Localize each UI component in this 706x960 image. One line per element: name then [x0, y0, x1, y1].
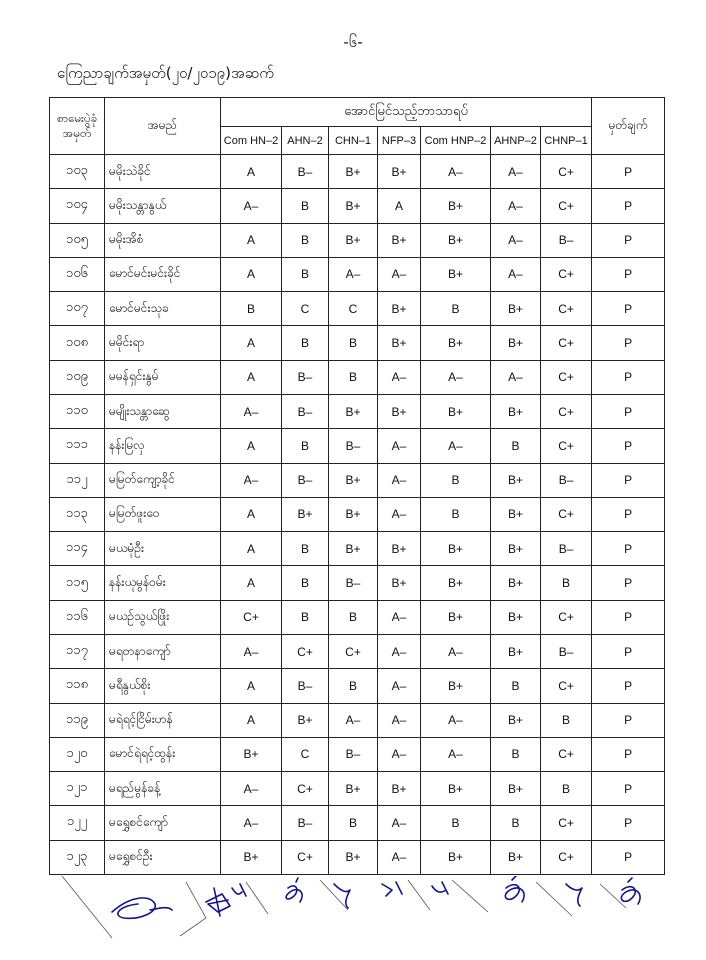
serial-number-cell: ၁၁၆: [50, 600, 105, 634]
grade-cell: B: [421, 292, 491, 326]
subject-header: AHN–2: [282, 127, 329, 155]
grade-cell: B: [329, 600, 378, 634]
grade-cell: B+: [491, 497, 541, 531]
grade-cell: B+: [282, 497, 329, 531]
remark-cell: P: [592, 532, 665, 566]
table-row: [50, 189, 665, 223]
signature-mark: [566, 884, 582, 906]
remark-cell: P: [592, 669, 665, 703]
remark-cell: P: [592, 772, 665, 806]
grade-cell: B+: [378, 566, 421, 600]
grade-cell: A–: [378, 463, 421, 497]
grade-cell: B+: [378, 223, 421, 257]
grade-cell: A–: [421, 360, 491, 394]
grade-cell: A–: [378, 429, 421, 463]
subject-header: Com HN–2: [221, 127, 282, 155]
grade-cell: B–: [329, 429, 378, 463]
grade-cell: C+: [221, 600, 282, 634]
grade-cell: A–: [378, 497, 421, 531]
serial-number-cell: ၁၁၉: [50, 703, 105, 737]
grade-cell: B+: [421, 257, 491, 291]
grade-cell: A–: [378, 360, 421, 394]
grade-cell: B–: [541, 223, 592, 257]
grade-cell: B–: [282, 463, 329, 497]
grade-cell: B+: [421, 223, 491, 257]
table-row: [50, 600, 665, 634]
student-name-cell: မောင်ရဲရင့်ထွန်း: [105, 737, 221, 771]
student-name-cell: မမြတ်ကျော့ခိုင်: [105, 463, 221, 497]
grade-cell: B+: [378, 326, 421, 360]
grade-cell: A: [378, 189, 421, 223]
serial-number-cell: ၁၁၀: [50, 394, 105, 428]
serial-number-cell: ၁၀၃: [50, 155, 105, 189]
grade-cell: B: [221, 292, 282, 326]
grade-cell: B+: [491, 394, 541, 428]
subject-header: Com HNP–2: [421, 127, 491, 155]
grade-cell: B+: [378, 394, 421, 428]
grade-cell: A–: [221, 772, 282, 806]
grade-cell: C+: [541, 806, 592, 840]
grade-cell: B+: [491, 634, 541, 668]
grade-cell: A–: [378, 257, 421, 291]
signature-mark: [112, 898, 172, 918]
grade-cell: B+: [329, 223, 378, 257]
table-row: [50, 463, 665, 497]
remark-cell: P: [592, 394, 665, 428]
grade-cell: B+: [329, 772, 378, 806]
serial-number-cell: ၁၁၂: [50, 463, 105, 497]
grade-cell: B: [282, 257, 329, 291]
grade-cell: B+: [421, 600, 491, 634]
grade-cell: A–: [221, 463, 282, 497]
signature-mark: [432, 882, 448, 894]
grade-cell: B–: [541, 463, 592, 497]
grade-cell: A–: [329, 703, 378, 737]
table-row: [50, 429, 665, 463]
grade-cell: C+: [282, 772, 329, 806]
student-name-cell: မယဉ်သွယ်ဖြိုး: [105, 600, 221, 634]
table-row: [50, 840, 665, 874]
table-row: [50, 634, 665, 668]
remark-cell: P: [592, 223, 665, 257]
table-row: [50, 155, 665, 189]
student-name-cell: မမိုးသန္တာနွယ်: [105, 189, 221, 223]
remark-cell: P: [592, 429, 665, 463]
grade-cell: B+: [378, 772, 421, 806]
results-table: [49, 97, 665, 875]
remark-cell: P: [592, 703, 665, 737]
grade-cell: A–: [378, 634, 421, 668]
student-name-cell: မမြတ်ဖူးဝေ: [105, 497, 221, 531]
grade-cell: B+: [491, 703, 541, 737]
student-name-cell: မရွှေစင်ကျော်: [105, 806, 221, 840]
remark-cell: P: [592, 292, 665, 326]
student-name-cell: မမိုးသဲခိုင်: [105, 155, 221, 189]
grade-cell: B: [541, 772, 592, 806]
grade-cell: A: [221, 429, 282, 463]
grade-cell: A: [221, 532, 282, 566]
signature-mark: [232, 884, 246, 896]
grade-cell: B–: [282, 360, 329, 394]
header-name: အမည်: [105, 98, 221, 155]
grade-cell: A: [221, 155, 282, 189]
grade-cell: B+: [329, 189, 378, 223]
student-name-cell: မရွှေစင်ဦး: [105, 840, 221, 874]
grade-cell: B+: [221, 737, 282, 771]
signature-mark: [334, 884, 350, 908]
grade-cell: B–: [282, 394, 329, 428]
remark-cell: P: [592, 634, 665, 668]
grade-cell: B+: [491, 292, 541, 326]
grade-cell: B+: [421, 840, 491, 874]
table-row: [50, 703, 665, 737]
grade-cell: B: [491, 806, 541, 840]
table-row: [50, 257, 665, 291]
remark-cell: P: [592, 257, 665, 291]
grade-cell: A–: [421, 634, 491, 668]
grade-cell: B: [282, 189, 329, 223]
grade-cell: B+: [329, 532, 378, 566]
table-row: [50, 394, 665, 428]
header-subjects-group: အောင်မြင်သည့်ဘာသာရပ်: [221, 98, 592, 127]
signature-mark: [505, 876, 524, 902]
grade-cell: A–: [221, 806, 282, 840]
grade-cell: B+: [491, 840, 541, 874]
serial-number-cell: ၁၁၄: [50, 532, 105, 566]
table-row: [50, 326, 665, 360]
grade-cell: B+: [282, 703, 329, 737]
student-name-cell: နန်းမြလှ: [105, 429, 221, 463]
signature-mark: [286, 878, 302, 902]
grade-cell: A–: [421, 429, 491, 463]
grade-cell: B: [329, 806, 378, 840]
results-body: [50, 155, 665, 875]
grade-cell: A: [221, 326, 282, 360]
student-name-cell: မမန်ရှင်းနွမ်: [105, 360, 221, 394]
grade-cell: B+: [421, 532, 491, 566]
subject-header: CHN–1: [329, 127, 378, 155]
student-name-cell: မရတနာကျော်: [105, 634, 221, 668]
grade-cell: B+: [491, 532, 541, 566]
grade-cell: C: [282, 737, 329, 771]
remark-cell: P: [592, 737, 665, 771]
page-number: -၆-: [343, 33, 363, 51]
grade-cell: B: [329, 360, 378, 394]
grade-cell: B: [282, 429, 329, 463]
subject-header: AHNP–2: [491, 127, 541, 155]
remark-cell: P: [592, 566, 665, 600]
remark-cell: P: [592, 360, 665, 394]
grade-cell: B+: [329, 840, 378, 874]
grade-cell: B+: [421, 394, 491, 428]
header-serial: စာမေးပွဲခုံအမှတ်: [50, 98, 105, 155]
grade-cell: A–: [221, 634, 282, 668]
grade-cell: C+: [329, 634, 378, 668]
remark-cell: P: [592, 600, 665, 634]
serial-number-cell: ၁၀၈: [50, 326, 105, 360]
serial-number-cell: ၁၀၇: [50, 292, 105, 326]
grade-cell: C+: [541, 189, 592, 223]
grade-cell: C+: [541, 257, 592, 291]
header-remark: မှတ်ချက်: [592, 98, 665, 155]
grade-cell: B+: [378, 155, 421, 189]
grade-cell: A: [221, 360, 282, 394]
grade-cell: A–: [491, 223, 541, 257]
signature-mark: [206, 888, 230, 916]
grade-cell: C+: [541, 840, 592, 874]
grade-cell: A: [221, 497, 282, 531]
grade-cell: A–: [421, 703, 491, 737]
grade-cell: B+: [421, 772, 491, 806]
grade-cell: A: [221, 669, 282, 703]
grade-cell: B+: [421, 566, 491, 600]
grade-cell: C+: [541, 326, 592, 360]
grade-cell: A–: [378, 840, 421, 874]
announcement-heading: ကြေညာချက်အမှတ်(၂၀/၂၀၁၉)အဆက်: [57, 64, 274, 82]
remark-cell: P: [592, 189, 665, 223]
grade-cell: A–: [378, 703, 421, 737]
signature-mark: [621, 878, 640, 904]
grade-cell: C+: [282, 634, 329, 668]
grade-cell: B+: [378, 532, 421, 566]
grade-cell: A–: [421, 737, 491, 771]
serial-number-cell: ၁၂၁: [50, 772, 105, 806]
grade-cell: A: [221, 566, 282, 600]
signature-area: [0, 876, 706, 960]
grade-cell: C+: [282, 840, 329, 874]
grade-cell: B: [329, 326, 378, 360]
table-row: [50, 532, 665, 566]
grade-cell: C+: [541, 497, 592, 531]
table-row: [50, 360, 665, 394]
grade-cell: B+: [491, 772, 541, 806]
table-row: [50, 669, 665, 703]
grade-cell: C: [329, 292, 378, 326]
grade-cell: B+: [329, 463, 378, 497]
grade-cell: B: [541, 566, 592, 600]
table-row: [50, 772, 665, 806]
grade-cell: B: [491, 669, 541, 703]
grade-cell: B+: [329, 497, 378, 531]
grade-cell: B–: [282, 155, 329, 189]
serial-number-cell: ၁၁၇: [50, 634, 105, 668]
grade-cell: A: [221, 703, 282, 737]
grade-cell: B+: [421, 669, 491, 703]
serial-number-cell: ၁၂၃: [50, 840, 105, 874]
grade-cell: B: [421, 806, 491, 840]
grade-cell: B+: [329, 394, 378, 428]
remark-cell: P: [592, 806, 665, 840]
grade-cell: B: [491, 429, 541, 463]
grade-cell: A–: [329, 257, 378, 291]
table-row: [50, 566, 665, 600]
grade-cell: B: [491, 737, 541, 771]
grade-cell: B: [421, 463, 491, 497]
grade-cell: B: [282, 326, 329, 360]
remark-cell: P: [592, 840, 665, 874]
remark-cell: P: [592, 463, 665, 497]
grade-cell: B+: [221, 840, 282, 874]
grade-cell: A–: [221, 394, 282, 428]
grade-cell: B+: [421, 189, 491, 223]
grade-cell: A–: [491, 360, 541, 394]
grade-cell: A–: [378, 669, 421, 703]
student-name-cell: မမိုးအိစံ: [105, 223, 221, 257]
grade-cell: A: [221, 223, 282, 257]
serial-number-cell: ၁၁၁: [50, 429, 105, 463]
table-row: [50, 223, 665, 257]
remark-cell: P: [592, 497, 665, 531]
student-name-cell: မမိုင်းရာ: [105, 326, 221, 360]
grade-cell: C+: [541, 292, 592, 326]
grade-cell: B+: [491, 566, 541, 600]
grade-cell: B: [421, 497, 491, 531]
grade-cell: B–: [282, 669, 329, 703]
student-name-cell: မရဲရင့်ငြိမ်းဟန်: [105, 703, 221, 737]
grade-cell: B–: [329, 737, 378, 771]
subject-header: NFP–3: [378, 127, 421, 155]
remark-cell: P: [592, 326, 665, 360]
grade-cell: A–: [491, 155, 541, 189]
student-name-cell: နန်းယုမွန်ဝမ်း: [105, 566, 221, 600]
signature-mark: [382, 882, 402, 896]
student-name-cell: မရီနွယ်စိုး: [105, 669, 221, 703]
grade-cell: B+: [491, 600, 541, 634]
serial-number-cell: ၁၂၀: [50, 737, 105, 771]
student-name-cell: မယမုံဦး: [105, 532, 221, 566]
grade-cell: B+: [491, 326, 541, 360]
student-name-cell: မရည်မွန်ခန့်: [105, 772, 221, 806]
grade-cell: B–: [541, 634, 592, 668]
grade-cell: A: [221, 257, 282, 291]
student-name-cell: မမျိုးသန္တာဆွေ: [105, 394, 221, 428]
grade-cell: B+: [491, 463, 541, 497]
table-row: [50, 806, 665, 840]
header-row-top: [50, 98, 665, 127]
table-row: [50, 497, 665, 531]
serial-number-cell: ၁၀၄: [50, 189, 105, 223]
serial-number-cell: ၁၀၅: [50, 223, 105, 257]
remark-cell: P: [592, 155, 665, 189]
table-row: [50, 292, 665, 326]
student-name-cell: မောင်မင်းမင်းခိုင်: [105, 257, 221, 291]
grade-cell: B+: [421, 326, 491, 360]
grade-cell: A–: [421, 155, 491, 189]
grade-cell: A–: [378, 737, 421, 771]
grade-cell: B: [282, 532, 329, 566]
student-name-cell: မောင်မင်းသုခ: [105, 292, 221, 326]
grade-cell: B+: [329, 155, 378, 189]
grade-cell: B: [329, 669, 378, 703]
serial-number-cell: ၁၁၅: [50, 566, 105, 600]
grade-cell: C+: [541, 600, 592, 634]
serial-number-cell: ၁၂၂: [50, 806, 105, 840]
grade-cell: A–: [221, 189, 282, 223]
serial-number-cell: ၁၁၃: [50, 497, 105, 531]
grade-cell: B+: [378, 292, 421, 326]
grade-cell: C+: [541, 155, 592, 189]
grade-cell: C: [282, 292, 329, 326]
grade-cell: C+: [541, 669, 592, 703]
grade-cell: C+: [541, 394, 592, 428]
table-row: [50, 737, 665, 771]
grade-cell: A–: [491, 257, 541, 291]
grade-cell: B–: [541, 532, 592, 566]
subject-header: CHNP–1: [541, 127, 592, 155]
grade-cell: B: [282, 223, 329, 257]
grade-cell: C+: [541, 429, 592, 463]
grade-cell: A–: [378, 600, 421, 634]
serial-number-cell: ၁၁၈: [50, 669, 105, 703]
grade-cell: B: [282, 600, 329, 634]
grade-cell: B: [282, 566, 329, 600]
grade-cell: C+: [541, 360, 592, 394]
grade-cell: A–: [378, 806, 421, 840]
grade-cell: C+: [541, 737, 592, 771]
serial-number-cell: ၁၀၉: [50, 360, 105, 394]
grade-cell: B: [541, 703, 592, 737]
grade-cell: A–: [491, 189, 541, 223]
grade-cell: B–: [329, 566, 378, 600]
grade-cell: B–: [282, 806, 329, 840]
serial-number-cell: ၁၀၆: [50, 257, 105, 291]
